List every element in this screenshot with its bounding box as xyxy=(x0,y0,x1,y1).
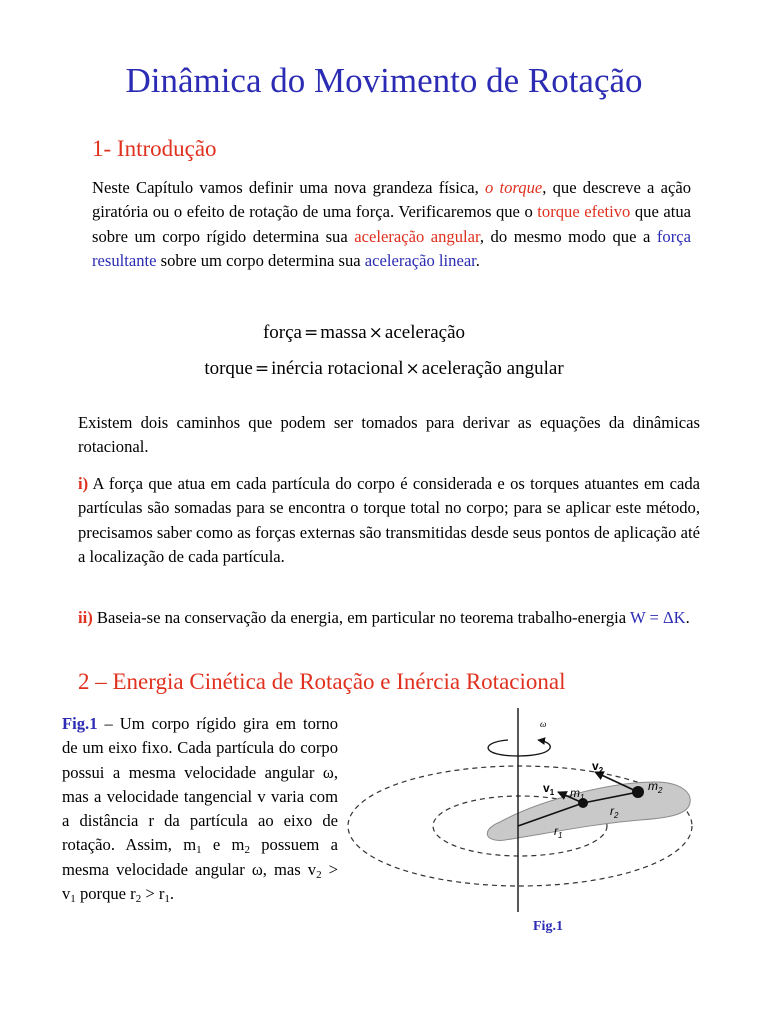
eq2-a: inércia rotacional xyxy=(271,358,404,379)
fig-sub-6: 1 xyxy=(164,893,170,906)
term-aceleracao-linear: aceleração linear xyxy=(364,250,476,270)
eq1-times: × xyxy=(368,323,383,343)
term-aceleracao-angular: aceleração angular xyxy=(354,226,480,246)
term-forca-resultante: força resultante xyxy=(92,226,691,270)
fig-sub-5: 2 xyxy=(135,893,142,906)
rotation-arrow xyxy=(488,740,550,756)
r2-label: $r_2$ xyxy=(610,804,619,820)
intro-paragraph xyxy=(92,176,691,273)
eq1-equals: = xyxy=(303,323,319,343)
omega-label: ω xyxy=(540,719,547,729)
intro-text-3: que atua sobre um corpo rígido determina sua xyxy=(92,202,691,246)
eq1-lhs: força xyxy=(262,322,302,343)
m2-label: $m_2$ xyxy=(648,779,663,795)
intro-text-5: sobre um corpo determina sua xyxy=(156,250,365,270)
fig-label: Fig.1 xyxy=(62,714,98,733)
equation-torque xyxy=(0,358,768,380)
item-i-label: i) xyxy=(78,474,89,493)
figure-description xyxy=(62,712,338,906)
fig-text-3: possuem a mesma velocidade angular ω, mas v xyxy=(62,835,338,879)
fig-text-1: – Um corpo rígido gira em torno de um eixo fixo. Cada partícula do corpo possui a mesma velocidade angular ω, mas a velocidade tangencial v varia com a distância r da partícula ao eixo de rotação. Assim, m xyxy=(62,714,338,855)
v1-label: $v_1$ xyxy=(543,781,555,797)
item-ii-label: ii) xyxy=(78,608,93,627)
eq1-a: massa xyxy=(320,322,367,343)
page-title: Dinâmica do Movimento de Rotação xyxy=(125,61,643,100)
fig-text-5: porque r xyxy=(75,884,136,904)
equation-force xyxy=(0,322,768,344)
intro-text-2: , que descreve a ação giratória ou o efeito de rotação de uma força. Verificaremos que o xyxy=(92,178,692,222)
v2-label: $v_2$ xyxy=(592,759,604,775)
item-ii-text: Baseia-se na conservação da energia, em particular no teorema trabalho-energia xyxy=(92,608,630,627)
eq1-b: aceleração xyxy=(384,322,466,343)
eq2-lhs: torque xyxy=(204,358,253,379)
r1-label: $r_1$ xyxy=(554,824,563,840)
item-i-text: A força que atua em cada partícula do corpo é considerada e os torques atuantes em cada partículas são somadas para se encontra o torque total no corpo; para se aplicar este método, precisamos saber como as forças externas são transmitidas desde seus pontos de aplicação até a localização de cada partícula. xyxy=(78,474,700,566)
eq2-equals: = xyxy=(254,359,270,379)
eq2-b: aceleração angular xyxy=(421,358,564,379)
section-1-heading: 1- Introdução xyxy=(92,136,217,161)
fig-sub-2: 2 xyxy=(244,844,250,857)
item-ii-paragraph xyxy=(78,606,700,630)
fig-sub-4: 1 xyxy=(70,893,76,906)
intro-text-6: . xyxy=(475,250,480,270)
term-torque-efetivo: torque efetivo xyxy=(537,202,631,222)
figure-caption: Fig.1 xyxy=(533,919,563,934)
fig-sub-3: 2 xyxy=(316,868,322,881)
work-energy-formula: W = ΔK xyxy=(629,608,686,627)
item-i-paragraph xyxy=(78,472,700,569)
eq2-times: × xyxy=(405,359,420,379)
fig-text-2: e m xyxy=(201,835,245,855)
fig-text-4: > v xyxy=(62,859,339,904)
item-ii-end: . xyxy=(685,608,690,627)
m1-label: $m_1$ xyxy=(570,786,585,802)
intro-text-4: , do mesmo modo que a xyxy=(479,226,657,246)
term-torque: o torque xyxy=(485,178,543,197)
fig-sub-1: 1 xyxy=(196,844,202,857)
rigid-body-figure xyxy=(340,700,720,915)
section-2-heading: 2 – Energia Cinética de Rotação e Inércia Rotacional xyxy=(78,669,566,694)
intro-text-1: Neste Capítulo vamos definir uma nova grandeza física, xyxy=(92,178,486,197)
paths-paragraph: Existem dois caminhos que podem ser tomados para derivar as equações da dinâmicas rotacional. xyxy=(78,413,700,457)
fig-text-6: > r xyxy=(141,884,165,904)
fig-text-7: . xyxy=(169,884,175,904)
